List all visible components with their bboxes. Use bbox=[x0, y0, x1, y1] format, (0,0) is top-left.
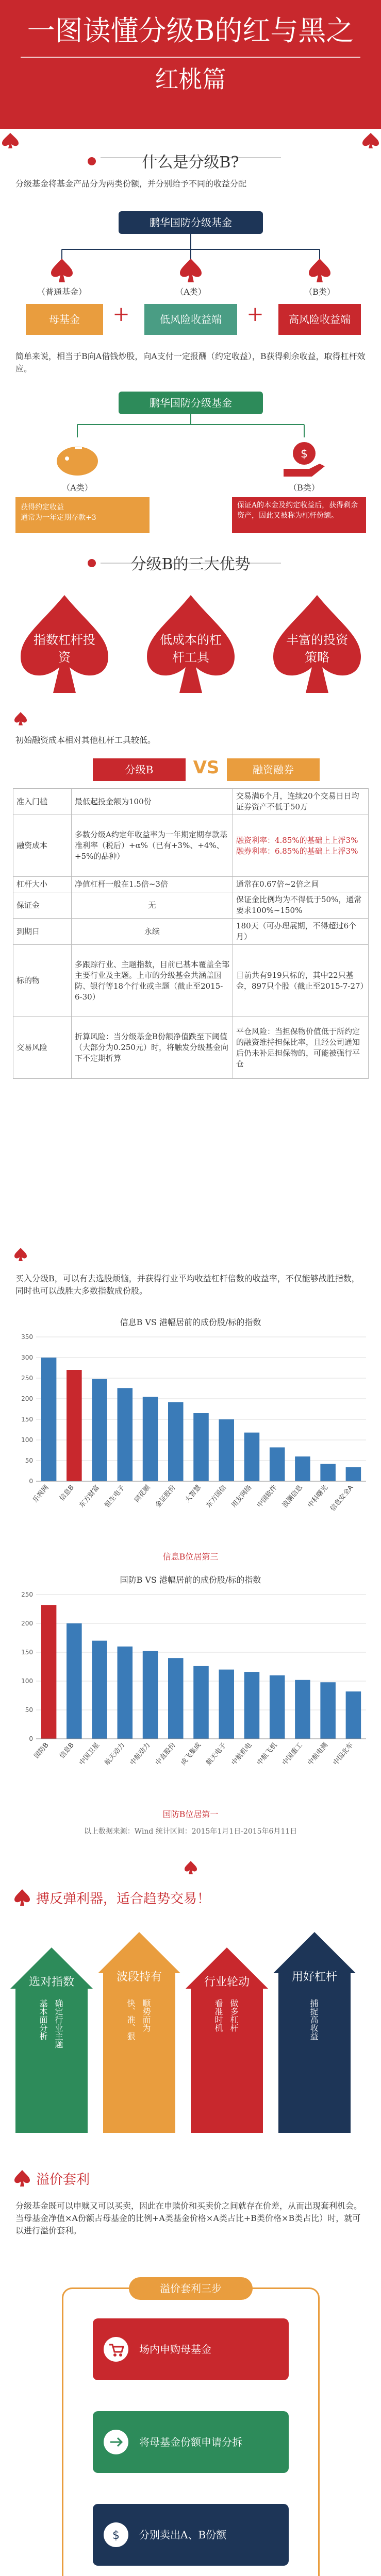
x-tick-label: 国防B bbox=[32, 1741, 51, 1760]
plus-icon: + bbox=[246, 302, 264, 326]
y-tick-label: 100 bbox=[21, 1677, 33, 1685]
advantage-3: 丰富的投资策略 bbox=[286, 633, 348, 665]
bar bbox=[67, 1623, 82, 1739]
strategy-3-item: 看准时机 bbox=[213, 1999, 223, 2032]
class-b-label: （B类） bbox=[304, 287, 335, 297]
fund-name-box-2: 鹏华国防分级基金 bbox=[119, 392, 263, 414]
chart1-svg bbox=[10, 1332, 371, 1548]
bar bbox=[118, 1647, 133, 1739]
plus-icon: + bbox=[112, 302, 130, 326]
page-subtitle: 红桃篇 bbox=[155, 65, 226, 93]
table-row bbox=[13, 815, 369, 877]
bar bbox=[295, 1680, 310, 1739]
y-tick-label: 100 bbox=[21, 1436, 33, 1444]
bar bbox=[295, 1456, 310, 1481]
row-left: 无 bbox=[72, 892, 233, 919]
vs-right-tag: 融资融券 bbox=[227, 758, 320, 781]
row-label: 保证金 bbox=[13, 892, 72, 919]
table-row bbox=[13, 789, 369, 815]
y-tick-label: 150 bbox=[21, 1416, 33, 1423]
x-tick-label: 中航机电 bbox=[230, 1741, 254, 1767]
x-tick-label: 信息安全A bbox=[328, 1483, 355, 1513]
sell-icon bbox=[103, 2522, 129, 2548]
row-left: 多跟踪行业、主题指数，目前已基本覆盖全部主要行业及主题。上市的分级基金共涵盖国防、银行等18个行业或主题（截止至2015-6-30） bbox=[72, 945, 233, 1017]
bar bbox=[270, 1447, 285, 1481]
strategy-2-item: 顺势而为 bbox=[141, 1999, 151, 2032]
bar bbox=[143, 1651, 158, 1739]
fund-split-lines-2 bbox=[67, 414, 314, 440]
y-tick-label: 300 bbox=[21, 1354, 33, 1361]
split-icon bbox=[103, 2429, 129, 2455]
bar bbox=[346, 1467, 361, 1481]
y-tick-label: 200 bbox=[21, 1395, 33, 1402]
bar bbox=[41, 1358, 57, 1481]
bar bbox=[219, 1419, 234, 1481]
section4-title: 搏反弹利器，适合趋势交易！ bbox=[36, 1891, 211, 1907]
class-a-label-2: （A类） bbox=[62, 483, 93, 493]
row-label: 杠杆大小 bbox=[13, 877, 72, 892]
x-tick-label: 成飞集成 bbox=[179, 1741, 203, 1767]
x-tick-label: 金证股份 bbox=[154, 1483, 177, 1510]
bar bbox=[219, 1670, 234, 1739]
advantage-2: 低成本的杠杆工具 bbox=[160, 633, 222, 665]
bar bbox=[168, 1658, 184, 1739]
y-tick-label: 350 bbox=[21, 1333, 33, 1341]
bar bbox=[320, 1682, 336, 1739]
chart2-caption: 国防B位居第一 bbox=[162, 1809, 219, 1819]
section3-intro: 买入分级B，可以有去选股烦恼，并获得行业平均收益杠杆倍数的收益率，不仅能够战胜指数，同时也可以战胜大多数指数成份股。 bbox=[15, 1274, 360, 1296]
table-row bbox=[13, 945, 369, 1017]
class-a-label: （普通基金） bbox=[37, 287, 87, 297]
x-tick-label: 恒生电子 bbox=[103, 1483, 127, 1510]
vs-label: VS bbox=[193, 757, 220, 778]
strategy-1-label: 选对指数 bbox=[28, 1976, 74, 1989]
step-1-label: 场内申购母基金 bbox=[139, 2343, 211, 2355]
y-tick-label: 200 bbox=[21, 1620, 33, 1627]
strategy-1-item: 基本面分析 bbox=[38, 1999, 48, 2040]
suits-divider bbox=[10, 1860, 371, 1875]
header-suits-strip bbox=[0, 129, 381, 149]
chart2-svg bbox=[10, 1589, 371, 1806]
row-left: 永续 bbox=[72, 919, 233, 945]
row-left: 多数分级A约定年收益率为一年期定期存款基准利率（税后）+α%（已有+3%、+4%、+5%的品种） bbox=[72, 815, 233, 877]
spade-icon bbox=[13, 1247, 28, 1262]
bar bbox=[41, 1605, 57, 1739]
row-label: 标的物 bbox=[13, 945, 72, 1017]
spade-icon bbox=[13, 1888, 31, 1907]
bar bbox=[67, 1370, 82, 1481]
row-right: 融资利率：4.85%的基础上上浮3% 融券利率：6.85%的基础上上浮3% bbox=[233, 815, 369, 877]
x-tick-label: 中航飞机 bbox=[255, 1741, 279, 1767]
arbitrage-box-title: 溢价套利三步 bbox=[129, 2277, 253, 2300]
section1-intro: 分级基金将基金产品分为两类份额，并分别给予不同的收益分配 bbox=[15, 179, 247, 189]
class-b-label-2: （B类） bbox=[289, 483, 320, 493]
comparison-table bbox=[13, 788, 369, 1079]
x-tick-label: 中航动力 bbox=[128, 1741, 152, 1767]
x-tick-label: 信息B bbox=[58, 1483, 76, 1503]
section5-intro: 分级基金既可以申赎又可以买卖，因此在申赎价和买卖价之间就存在价差，从而出现套利机会。当母基金净值×A份额占母基金的比例+A类基金价格×A类占比+B类价格×B类占比）时，就可以进行溢价套利。 bbox=[15, 2201, 362, 2235]
y-tick-label: 0 bbox=[29, 1735, 33, 1742]
chart2-title: 国防B VS 港幅居前的成份股/标的指数 bbox=[120, 1575, 261, 1585]
x-tick-label: 同花顺 bbox=[133, 1483, 152, 1504]
row-right: 通常在0.67倍~2倍之间 bbox=[233, 877, 369, 892]
y-tick-label: 250 bbox=[21, 1375, 33, 1382]
advantage-1: 指数杠杆投资 bbox=[34, 633, 95, 665]
spade-icon bbox=[49, 258, 75, 283]
row-label: 交易风险 bbox=[13, 1017, 72, 1079]
x-tick-label: 航天电子 bbox=[205, 1741, 228, 1767]
y-tick-label: 0 bbox=[29, 1478, 33, 1485]
header-divider bbox=[21, 57, 360, 58]
row-label: 到期日 bbox=[13, 919, 72, 945]
class-b-desc: 保证A的本金及约定收益后，获得剩余资产，因此又被称为杠杆份额。 bbox=[232, 497, 366, 533]
bar bbox=[193, 1666, 209, 1739]
x-tick-label: 航天动力 bbox=[103, 1741, 127, 1767]
x-tick-label: 东方国信 bbox=[205, 1483, 228, 1510]
row-right: 180天（可办理展期，不得超过6个月） bbox=[233, 919, 369, 945]
strategy-3-label: 行业轮动 bbox=[204, 1976, 250, 1989]
mother-fund-box: 母基金 bbox=[26, 304, 103, 335]
bar bbox=[193, 1413, 209, 1481]
row-left: 最低起投金额为100份 bbox=[72, 789, 233, 815]
table-row bbox=[13, 919, 369, 945]
strategy-4-item: 捕捉高收益 bbox=[309, 1999, 319, 2040]
x-tick-label: 用友网络 bbox=[230, 1483, 254, 1510]
strategy-3-item: 做多杠杆 bbox=[229, 1999, 239, 2032]
chart1-caption: 信息B位居第三 bbox=[162, 1552, 219, 1562]
x-tick-label: 中国卫星 bbox=[78, 1741, 102, 1767]
y-tick-label: 150 bbox=[21, 1649, 33, 1656]
strategy-1-item: 确定行业主题 bbox=[54, 1999, 63, 2048]
x-tick-label: 中航电测 bbox=[306, 1741, 330, 1767]
x-tick-label: 中科曙光 bbox=[306, 1483, 330, 1510]
step-2-label: 将母基金份额申请分拆 bbox=[139, 2436, 242, 2448]
fund-name-box: 鹏华国防分级基金 bbox=[119, 211, 263, 234]
row-right: 平仓风险：当担保物价值低于所约定的融资维持担保比率，且经公司通知后仍未补足担保物的，可能被强行平仓 bbox=[233, 1017, 369, 1079]
bar bbox=[143, 1397, 158, 1481]
step-3-label: 分别卖出A、B份额 bbox=[139, 2529, 227, 2541]
row-left: 净值杠杆一般在1.5倍~3倍 bbox=[72, 877, 233, 892]
spade-icon bbox=[307, 258, 333, 283]
row-label: 融资成本 bbox=[13, 815, 72, 877]
hand-money-icon bbox=[278, 438, 330, 479]
compare-intro: 初始融资成本相对其他杠杆工具较低。 bbox=[15, 735, 156, 745]
strategy-2-label: 波段持有 bbox=[116, 1971, 162, 1984]
table-row bbox=[13, 892, 369, 919]
row-left: 折算风险：当分级基金B份额净值跌至下阈值（大部分为0.250元）时，将触发分级基金向下不定期折算 bbox=[72, 1017, 233, 1079]
row-right: 目前共有919只标的，其中22只基金，897只个股（截止至2015-7-27） bbox=[233, 945, 369, 1017]
spade-icon bbox=[13, 711, 28, 726]
x-tick-label: 大智慧 bbox=[184, 1483, 203, 1504]
low-risk-box: 低风险收益端 bbox=[144, 304, 237, 335]
x-tick-label: 中直股份 bbox=[154, 1741, 177, 1767]
y-tick-label: 50 bbox=[25, 1457, 33, 1464]
class-a-desc: 获得约定收益 通常为一年定期存款+3 bbox=[15, 497, 150, 533]
section2-title: 分级B的三大优势 bbox=[130, 555, 251, 573]
row-label: 准入门槛 bbox=[13, 789, 72, 815]
section1-desc: 简单来说，相当于B向A借钱炒股，向A支付一定报酬（约定收益），B获得剩余收益，取得杠杆效应。 bbox=[15, 351, 366, 374]
bar bbox=[244, 1672, 260, 1739]
data-source: 以上数据来源：Wind 统计区间：2015年1月1日-2015年6月11日 bbox=[84, 1827, 297, 1836]
bar bbox=[244, 1433, 260, 1481]
x-tick-label: 东方财富 bbox=[78, 1483, 102, 1510]
row-right: 保证金比例均为不得低于50%，通常要求100%~150% bbox=[233, 892, 369, 919]
cart-icon bbox=[103, 2336, 129, 2362]
x-tick-label: 浪潮信息 bbox=[281, 1483, 304, 1510]
svg-text:$: $ bbox=[112, 2529, 120, 2542]
section5-title: 溢价套利 bbox=[36, 2172, 90, 2188]
bar bbox=[346, 1691, 361, 1739]
bar bbox=[92, 1379, 107, 1481]
chart1-title: 信息B VS 港幅居前的成份股/标的指数 bbox=[120, 1317, 261, 1327]
bar bbox=[118, 1388, 133, 1481]
section1-title: 什么是分级B? bbox=[142, 154, 239, 172]
x-tick-label: 信息B bbox=[58, 1741, 76, 1760]
strategy-4-label: 用好杠杆 bbox=[291, 1971, 337, 1984]
bar bbox=[320, 1464, 336, 1481]
high-risk-box: 高风险收益端 bbox=[278, 304, 361, 335]
strategy-2-item: 快、准、狠 bbox=[126, 1999, 136, 2040]
spade-icon bbox=[13, 2169, 31, 2188]
spade-icon bbox=[178, 258, 204, 283]
y-tick-label: 50 bbox=[25, 1706, 33, 1714]
bar bbox=[92, 1641, 107, 1739]
piggy-bank-icon bbox=[52, 438, 103, 479]
y-tick-label: 250 bbox=[21, 1591, 33, 1598]
table-row bbox=[13, 1017, 369, 1079]
x-tick-label: 中国北车 bbox=[332, 1741, 355, 1767]
svg-text:$: $ bbox=[301, 448, 308, 461]
table-row bbox=[13, 877, 369, 892]
row-right: 交易满6个月，连续20个交易日日均证券资产不低于50万 bbox=[233, 789, 369, 815]
page-title: 一图读懂分级B的红与黑之 bbox=[27, 14, 354, 47]
x-tick-label: 中国重工 bbox=[281, 1741, 304, 1767]
x-tick-label: 乐视网 bbox=[31, 1483, 51, 1504]
bar bbox=[168, 1402, 184, 1481]
x-tick-label: 中国软件 bbox=[255, 1483, 279, 1510]
class-a-mid-label: （A类） bbox=[175, 287, 206, 297]
bar bbox=[270, 1675, 285, 1739]
vs-left-tag: 分级B bbox=[93, 758, 186, 781]
